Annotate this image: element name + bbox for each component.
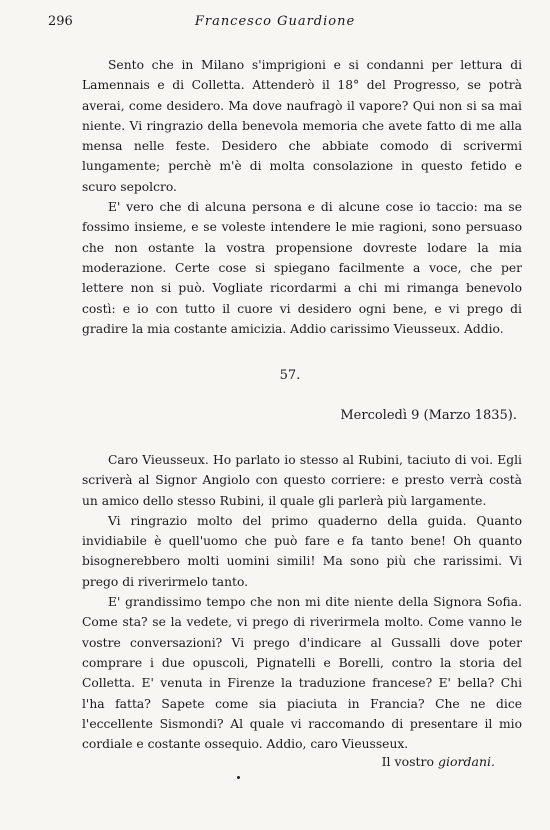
running-title: Francesco Guardione	[194, 14, 356, 29]
paragraph: E' grandissimo tempo che non mi dite niente della Signora Sofia. Come sta? se la vedete, vi prego di riverirmela molto. Come vanno le vostre conversazioni? Vi prego d'indicare al Gussalli dove poter comprare i due opuscoli, Pignatelli e Borelli, contro la storia del Colletta. E' venuta in Firenze la traduzione francese? E' bella? Chi l'ha fatta? Sapete come sia piaciuta in Francia? Che ne dice l'eccellente Sismondi? Al quale vi raccomando di presentare il mio cordiale e costante ossequio. Addio, caro Vieusseux.	[82, 595, 522, 752]
letter-date: Mercoledì 9 (Marzo 1835).	[340, 408, 517, 423]
paragraph: E' vero che di alcuna persona e di alcune cose io taccio: ma se fossimo insieme, e se voleste intendere le mie ragioni, sono persuaso che non ostante la vostra propensione dovreste lodare la mia moderazione. Certe cose si spiegano facilmente a voce, che per lettere non si può. Vogliate ricordarmi a chi mi rimanga benevolo costì: e io con tutto il cuore vi desidero ogni bene, e vi prego di gradire la mia costante amicizia. Addio carissimo Vieusseux. Addio.	[82, 200, 522, 336]
letter-body	[82, 450, 522, 754]
paragraph: Sento che in Milano s'imprigioni e si condanni per lettura di Lamennais e di Colletta. Attenderò il 18° del Progresso, se potrà averai, come desidero. Ma dove naufragò il vapore? Qui non si sa mai niente. Vi ringrazio della benevola memoria che avete fatto di me alla mensa nelle feste. Desidero che abbiate comodo di scrivermi lungamente; perchè m'è di molta consolazione in questo fetido e scuro sepolcro.	[82, 58, 522, 194]
paragraph: Caro Vieusseux. Ho parlato io stesso al Rubini, taciuto di voi. Egli scriverà al Signor Angiolo con questo corriere: e presto verrà costà un amico dello stesso Rubini, il quale gli parlerà più largamente.	[82, 453, 522, 508]
letter-signature	[382, 754, 495, 769]
page-number: 296	[48, 14, 73, 29]
closing: Il vostro	[381, 754, 435, 769]
signature-name: giordani.	[438, 754, 495, 769]
previous-letter-ending	[82, 55, 522, 339]
print-speck	[237, 776, 240, 779]
paragraph: Vi ringrazio molto del primo quaderno della guida. Quanto invidiabile è quell'uomo che può fare e fa tanto bene! Oh quanto bisognerebbero molti uomini simili! Ma sono più che rarissimi. Vi prego di riverirmelo tanto.	[82, 513, 522, 589]
page-header	[48, 14, 502, 34]
letter-number: 57.	[279, 368, 301, 383]
